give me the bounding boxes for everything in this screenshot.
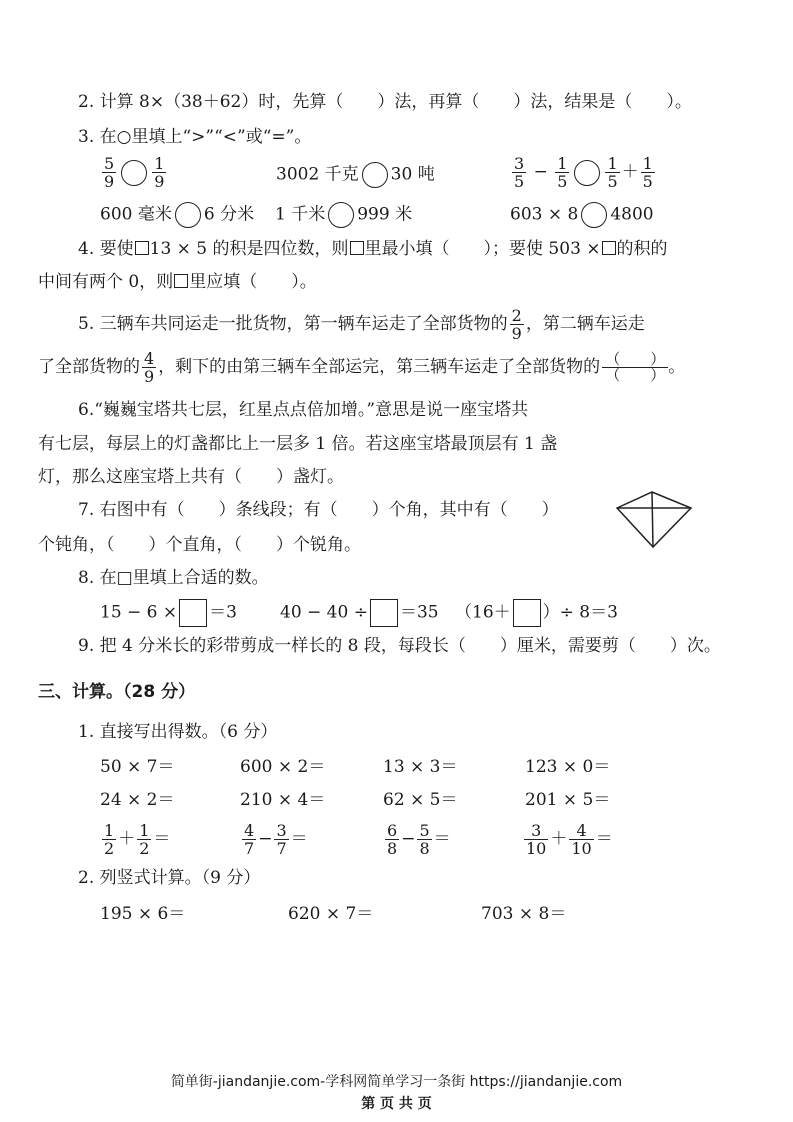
calc-fraction-item: $\frac{4}{7}$ − $\frac{3}{7}$ ＝	[244, 821, 308, 858]
footer-page-number: 第 页 共 页	[361, 1096, 432, 1112]
answer-box[interactable]	[179, 599, 207, 627]
fraction: $\frac{5}{9}$	[104, 154, 115, 191]
blank-square[interactable]	[135, 241, 149, 255]
question-5-line2: 了全部货物的 $\frac{4}{9}$ ，剩下的由第三辆车全部运完，第三辆车运走了全部货物的 （ ） （ ） 。	[38, 349, 686, 386]
question-8-title: 8. 在□里填上合适的数。	[78, 568, 269, 588]
q3-compare-3: $\frac{3}{5}$ − $\frac{1}{5}$ $\frac{1}{5}$ ＋ $\frac{1}{5}$	[514, 154, 653, 191]
vertical-calc-item: 195 × 6＝	[100, 904, 186, 924]
q8-expr-1: 15 − 6 × ＝3	[100, 599, 237, 627]
calc-item: 123 × 0＝	[525, 757, 611, 777]
calc-fraction-item: $\frac{1}{2}$ ＋ $\frac{1}{2}$ ＝	[104, 821, 171, 858]
blank-square[interactable]	[602, 241, 616, 255]
calc-fraction-item: $\frac{6}{8}$ − $\frac{5}{8}$ ＝	[387, 821, 451, 858]
question-6-line2: 有七层，每层上的灯盏都比上一层多 1 倍。若这座宝塔最顶层有 1 盏	[38, 434, 558, 454]
calc-item: 201 × 5＝	[525, 790, 611, 810]
q3-compare-2: 3002 千克 30 吨	[276, 162, 435, 188]
blank-square[interactable]	[174, 274, 188, 288]
calc-item: 24 × 2＝	[100, 790, 175, 810]
q3-compare-4: 600 毫米 6 分米	[100, 202, 254, 228]
compare-circle[interactable]	[175, 202, 201, 228]
compare-circle[interactable]	[362, 162, 388, 188]
vertical-calc-item: 620 × 7＝	[288, 904, 374, 924]
question-2: 2. 计算 8×（38＋62）时，先算（ ）法，再算（ ）法，结果是（ ）。	[78, 92, 692, 112]
compare-circle[interactable]	[328, 202, 354, 228]
calc-item: 600 × 2＝	[240, 757, 326, 777]
question-9: 9. 把 4 分米长的彩带剪成一样长的 8 段，每段长（ ）厘米，需要剪（ ）次。	[78, 636, 721, 656]
question-7-line1: 7. 右图中有（ ）条线段；有（ ）个角，其中有（ ）	[78, 500, 559, 520]
question-3-title: 3. 在○里填上“>”“<”或“=”。	[78, 127, 312, 147]
answer-fraction-blank[interactable]: （ ） （ ）	[602, 352, 668, 383]
compare-circle[interactable]	[581, 202, 607, 228]
q3-compare-6: 603 × 8 4800	[510, 202, 654, 228]
answer-box[interactable]	[370, 599, 398, 627]
fraction: $\frac{1}{9}$	[154, 154, 165, 191]
footer-source: 简单街-jiandanjie.com-学科网简单学习一条街 https://jiandanjie.com	[170, 1074, 623, 1090]
q3-compare-5: 1 千米 999 米	[275, 202, 412, 228]
compare-circle[interactable]	[121, 160, 147, 186]
question-5-line1: 5. 三辆车共同运走一批货物，第一辆车运走了全部货物的 $\frac{2}{9}$ ，第二辆车运走	[78, 306, 645, 343]
blank-square[interactable]	[350, 241, 364, 255]
question-4-line2: 中间有两个 0，则 里应填（ ）。	[38, 272, 317, 292]
q3-compare-1	[100, 155, 168, 190]
q8-expr-2: 40 − 40 ÷ ＝35	[280, 599, 439, 627]
question-4-line1: 4. 要使 13 × 5 的积是四位数，则 里最小填（ ）；要使 503 × 的积的	[78, 239, 668, 259]
q8-expr-3: （16＋ ）÷ 8＝3	[455, 599, 618, 627]
section-3-heading: 三、计算。（28 分）	[38, 682, 196, 702]
question-7-line2: 个钝角，（ ）个直角，（ ）个锐角。	[38, 535, 361, 555]
question-6-line3: 灯，那么这座宝塔上共有（ ）盏灯。	[38, 467, 344, 487]
question-6-line1: 6.“巍巍宝塔共七层，红星点点倍加增。”意思是说一座宝塔共	[78, 400, 529, 420]
calc-1-title: 1. 直接写出得数。（6 分）	[78, 722, 278, 742]
calc-2-title: 2. 列竖式计算。（9 分）	[78, 868, 261, 888]
calc-item: 62 × 5＝	[383, 790, 458, 810]
vertical-calc-item: 703 × 8＝	[481, 904, 567, 924]
compare-circle[interactable]	[574, 160, 600, 186]
kite-figure	[614, 490, 694, 552]
calc-item: 210 × 4＝	[240, 790, 326, 810]
calc-fraction-item: $\frac{3}{10}$ ＋ $\frac{4}{10}$ ＝	[526, 821, 613, 858]
answer-box[interactable]	[513, 599, 541, 627]
calc-item: 50 × 7＝	[100, 757, 175, 777]
calc-item: 13 × 3＝	[383, 757, 458, 777]
